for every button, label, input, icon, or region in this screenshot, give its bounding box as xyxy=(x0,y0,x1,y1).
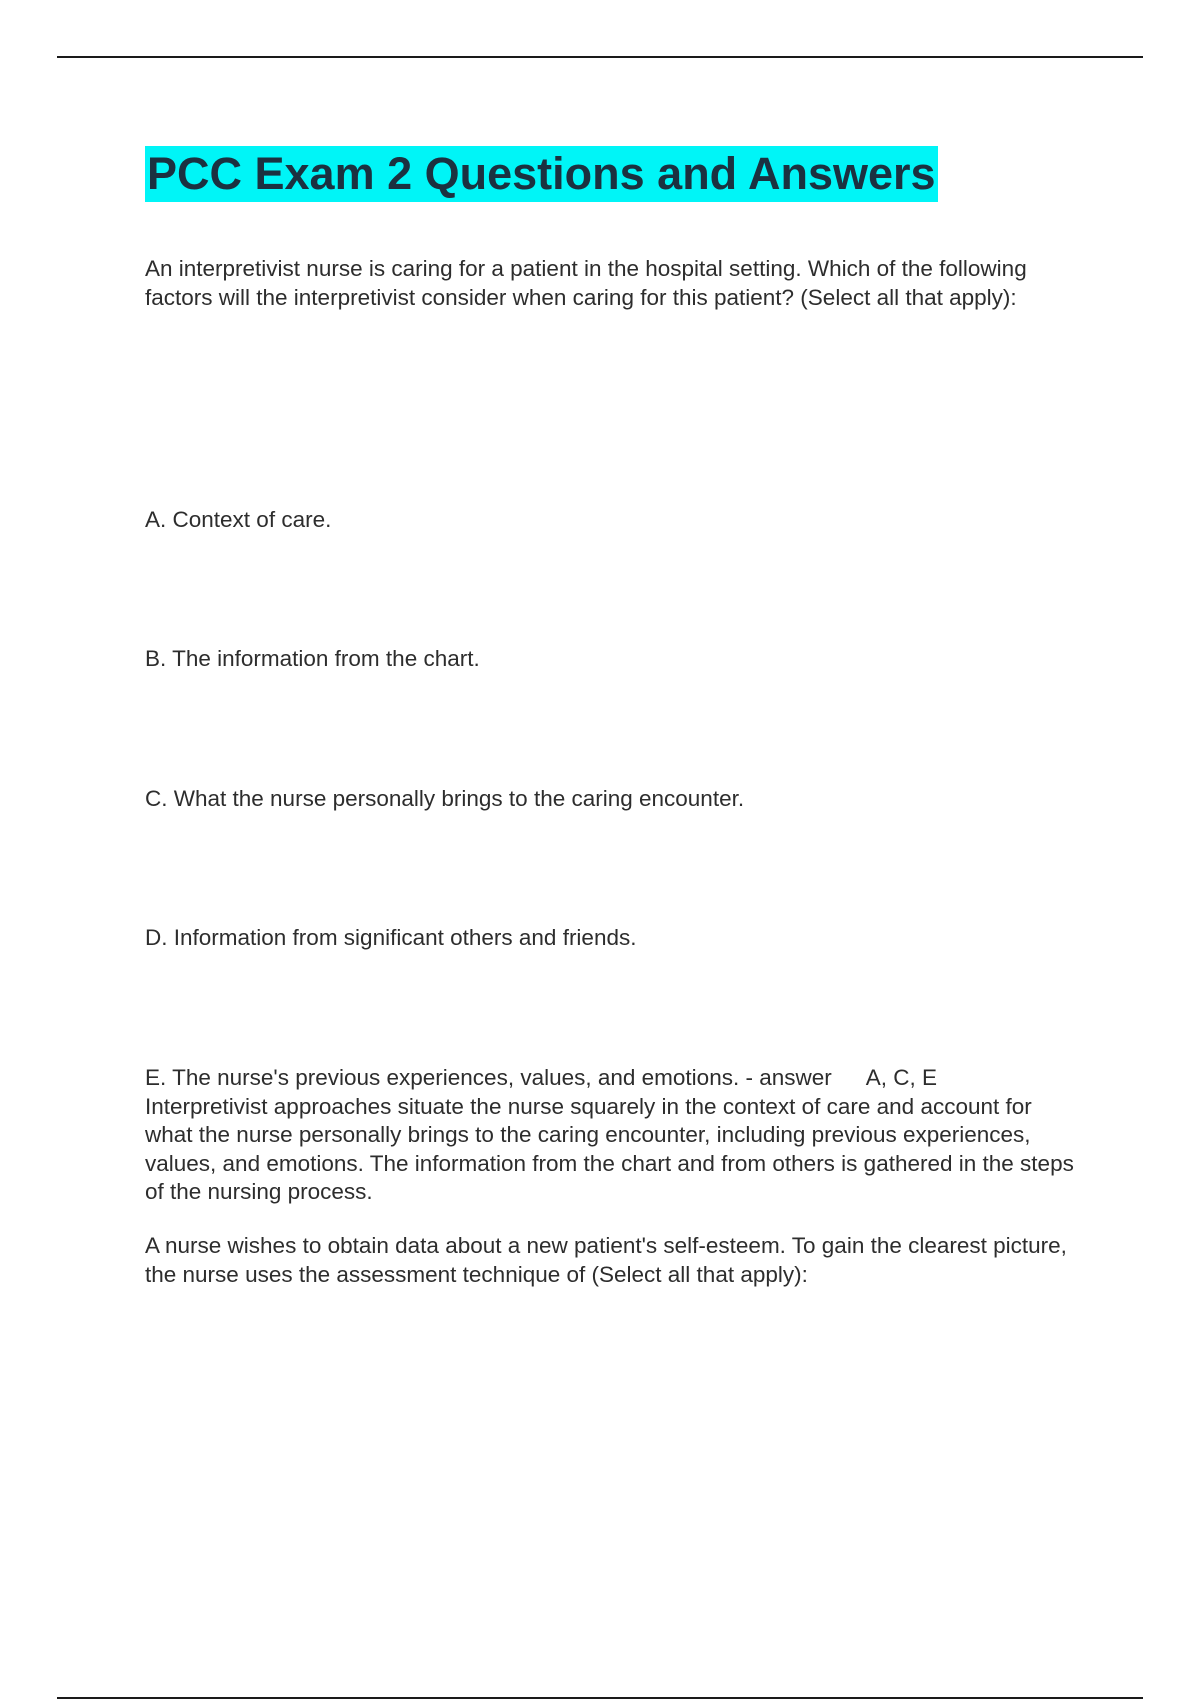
question-1-option-b: B. The information from the chart. xyxy=(145,646,480,671)
question-1-option-d: D. Information from significant others and friends. xyxy=(145,925,637,950)
document-title: PCC Exam 2 Questions and Answers xyxy=(145,146,938,202)
question-1-option-a: A. Context of care. xyxy=(145,507,332,532)
question-1-rationale: Interpretivist approaches situate the nurse squarely in the context of care and account for what the nurse personally brings to the caring encounter, including previous experiences, values, and emotions. The information from the chart and from others is gathered in the steps of the nursing process. xyxy=(145,1093,1074,1204)
bottom-divider xyxy=(57,1697,1143,1699)
question-1-option-e: E. The nurse's previous experiences, values, and emotions. - answer xyxy=(145,1065,832,1090)
top-divider xyxy=(57,56,1143,58)
question-1-option-c: C. What the nurse personally brings to the caring encounter. xyxy=(145,786,745,811)
question-2-stem: A nurse wishes to obtain data about a new patient's self-esteem. To gain the clearest picture, the nurse uses the assessment technique of (Select all that apply): xyxy=(145,1233,1067,1287)
question-1-answer: A, C, E xyxy=(865,1065,938,1090)
question-1-stem: An interpretivist nurse is caring for a patient in the hospital setting. Which of the following factors will the interpretivist consider when caring for this patient? (Select all that apply): xyxy=(145,256,1027,310)
question-1-option-e-with-answer xyxy=(145,1064,1075,1207)
